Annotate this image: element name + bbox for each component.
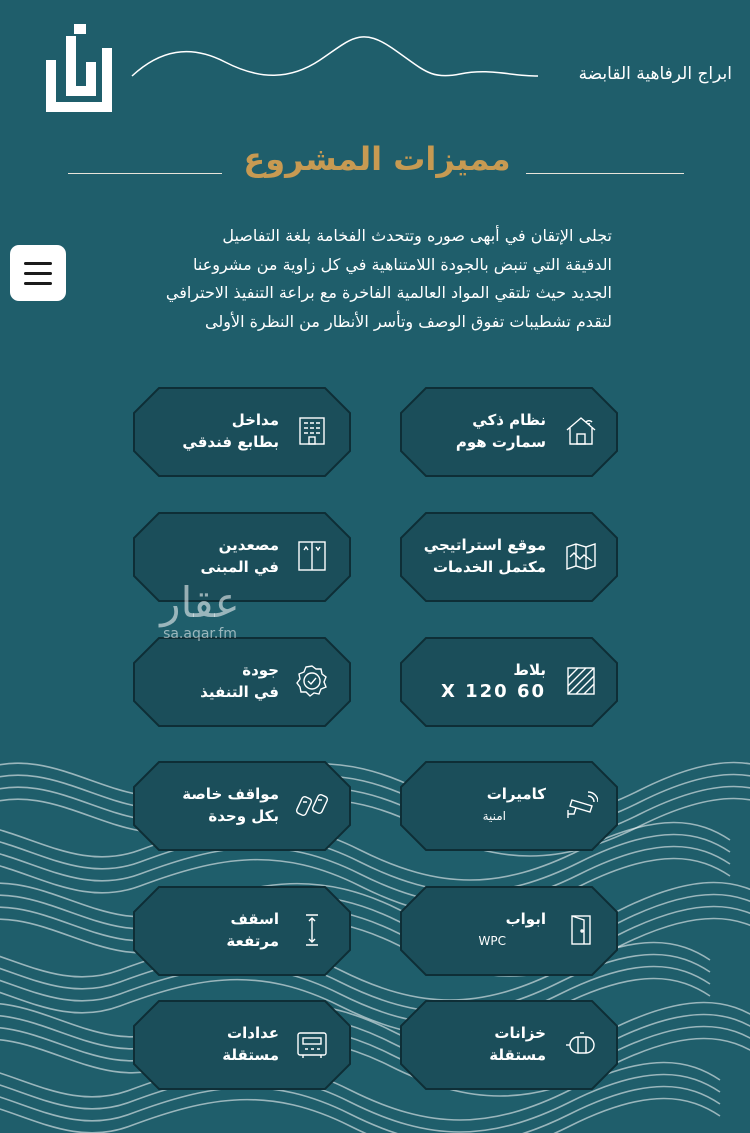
section-description: [132, 222, 612, 336]
elevator-icon: [295, 539, 329, 573]
background-wave-pattern: [0, 760, 750, 1133]
tiles-icon: [564, 664, 598, 698]
feature-hotel-entrances: [133, 387, 351, 477]
abraj-logo-icon: [46, 22, 112, 112]
brand-name: ابراج الرفاهية القابضة: [578, 64, 732, 84]
parking-cars-icon: [295, 788, 329, 822]
meter-icon: [295, 1027, 329, 1061]
feature-subtitle: مكتمل الخدمات: [432, 558, 546, 576]
feature-subtitle: سمارت هوم: [455, 433, 546, 451]
feature-smart-home: [400, 387, 618, 477]
feature-subtitle: مستقلة: [489, 1046, 546, 1064]
description-line: الجديد حيث تلتقي المواد العالمية الفاخرة مع براعة التنفيذ الاحترافي: [165, 283, 612, 302]
hamburger-menu-button[interactable]: [10, 245, 66, 301]
description-line: الدقيقة التي تنبض بالجودة اللامتناهية في كل زاوية من مشروعنا: [193, 254, 612, 274]
water-tank-icon: [564, 1027, 598, 1061]
feature-title: كاميرات: [486, 785, 546, 803]
building-icon: [295, 414, 329, 448]
security-camera-icon: [564, 788, 598, 822]
aqar-watermark: [140, 580, 260, 642]
feature-title: ابواب: [505, 910, 546, 928]
smart-home-icon: [564, 414, 598, 448]
feature-title: بلاط: [513, 661, 546, 679]
feature-title: خزانات: [494, 1024, 546, 1042]
ceiling-height-icon: [295, 913, 329, 947]
feature-subtitle: 60 X 120: [440, 681, 546, 702]
feature-quality: [133, 637, 351, 727]
hamburger-menu-icon: [24, 262, 52, 265]
feature-subtitle: بطابع فندقي: [182, 433, 279, 451]
feature-independent-tanks: [400, 1000, 618, 1090]
feature-high-ceilings: [133, 886, 351, 976]
watermark-arabic: عقار: [160, 578, 240, 627]
feature-independent-meters: [133, 1000, 351, 1090]
feature-subtitle: مستقلة: [222, 1046, 279, 1064]
quality-badge-icon: [295, 664, 329, 698]
title-divider-right: [526, 173, 684, 174]
door-icon: [564, 913, 598, 947]
feature-subtitle: WPC: [478, 934, 506, 948]
feature-subtitle: امنية: [482, 809, 506, 823]
feature-subtitle: مرتفعة: [226, 932, 279, 950]
description-line: تجلى الإتقان في أبهى صوره وتتحدث الفخامة بلغة التفاصيل: [222, 226, 612, 245]
decorative-wave-line: [130, 30, 540, 90]
title-divider-left: [68, 173, 222, 174]
feature-subtitle: في المبنى: [200, 558, 279, 576]
section-title-row: [68, 140, 684, 186]
section-title: مميزات المشروع: [243, 140, 511, 178]
feature-subtitle: في التنفيذ: [200, 683, 279, 701]
watermark-latin: sa.aqar.fm: [163, 626, 237, 642]
feature-title: مداخل: [231, 411, 279, 429]
feature-strategic-location: [400, 512, 618, 602]
feature-tiles: [400, 637, 618, 727]
feature-security-cameras: [400, 761, 618, 851]
feature-title: اسقف: [230, 910, 279, 928]
feature-title: مصعدين: [218, 536, 279, 554]
feature-private-parking: [133, 761, 351, 851]
feature-title: نظام ذكي: [472, 411, 546, 429]
feature-title: جودة: [242, 661, 279, 679]
description-line: لتقدم تشطيبات تفوق الوصف وتأسر الأنظار من النظرة الأولى: [205, 311, 612, 331]
feature-subtitle: بكل وحدة: [208, 807, 279, 825]
feature-title: عدادات: [227, 1024, 279, 1042]
feature-title: موقع استراتيجي: [423, 536, 546, 554]
map-icon: [564, 539, 598, 573]
feature-title: مواقف خاصة: [182, 785, 279, 803]
feature-doors: [400, 886, 618, 976]
